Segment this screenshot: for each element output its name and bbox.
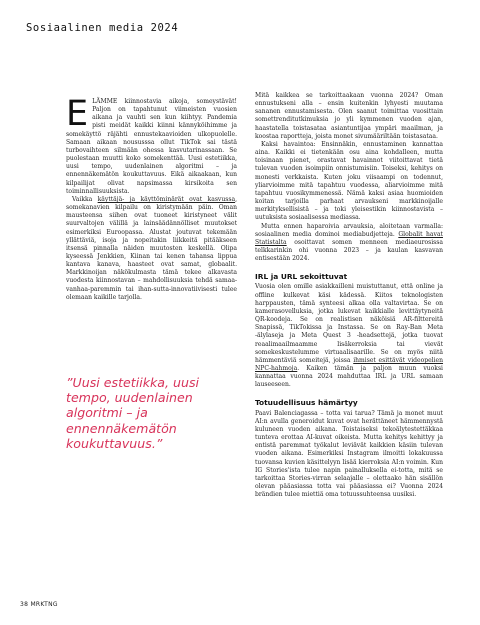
paragraph-forecast: Mitä kaikkea se tarkoittaakaan vuonna 2024? Oman ennustukseni alla – ensin kuitenkin lyhyesti muutama sananen ennustamisesta. Olen saanut toimittaa vuosittain somettrenditutkimuksia jo yli kymmenen vuoden ajan, haastatella toistasataa asiantuntijaa ympäri maailman, ja koostaa raportteja, joista monet sivumääriltään toistasataa. <box>255 92 443 140</box>
subheading-irl-url: IRL ja URL sekoittuvat <box>255 272 348 282</box>
section-title: Sosiaalinen media 2024 <box>26 22 179 34</box>
paragraph-budgets <box>255 223 443 264</box>
paragraph-budgets-rest: osoittavat somen menneen mediaeurosissa telkkarinkin ohi vuonna 2023 – ja kaulan kasvavan entisestään 2024. <box>255 238 443 263</box>
drop-cap: E <box>66 94 89 134</box>
paragraph-2-start: Vaikka <box>72 195 98 203</box>
paragraph-irl-rest: . Kaiken tämän ja paljon muun vuoksi kannattaa vuonna 2024 mahduttaa IRL ja URL samaan lauseeseen. <box>255 365 443 389</box>
intro-text: LÄMME kiinnostavia aikoja, someystävät! Paljon on tapahtunut viimeisten vuosien aikana ja vauhti sen kun kiihtyy. Pandemia pisti meidät kaikki kiinni kännyköihimme ja somekäyttö räjähti ennustekaavioiden ulkopuolelle. Samaan aikaan noususssa ollut TikTok sai tästä turbovaihteen silmään ohessa kasvutarinassaan. Se puolestaan muutti koko somekenttää. Uusi estetiikka, uusi tempo, uudenlainen algoritmi – ja ennennäkemätön koukuttavuus. Eikä aikaakaan, kun kilpailijat olivat napsimassa kirsikoita sen toiminnallisuuksista. <box>66 98 237 195</box>
pull-quote: ”Uusi estetiikka, uusi tempo, uudenlainen algoritmi – ja ennennäkemätön koukuttavuus.” <box>66 375 200 451</box>
paragraph-irl-start: Vuosia olen omille asiakkailleni muistuttanut, että online ja offline kulkevat käsi kädessä. Kiitos teknologisten harppausten, tämä synteesi alkaa olla valtavirtaa. Se on kamerasovelluksia, jotka lukevat kaikkialle levittäytyneitä QR-koodeja. Se on realistisen näköisiä AR-filttereitä Snapissä, TikTokissa ja Instassa. Se on Ray-Ban Meta -älylaseja ja Meta Quest 3 -headsettejä, jotka tuovat reaalimaailmaamme lisäkerroksia tai vievät somekeskustelumme virtuaalisaarille. Se on myös niitä hämmentäviä someitejä, joissa <box>255 283 443 364</box>
page-number: 38 MRKTNG <box>20 601 58 608</box>
article-column-left <box>66 94 237 302</box>
paragraph-truth: Paavi Balenciagassa – totta vai tarua? Tämä ja monet muut AI:n avulla generoidut kuvat ovat herättäneet hämmennystä kuluneen vuoden aikana. Toistaiseksi tekoälytestettäkkaa tunteva erottaa AI-kuvat oikeista. Mutta kehitys kehittyy ja entistä paremmat työkalut leviävät kaikkien käsiin tulevan vuoden aikana. Esimerkiksi Instagram ilmoitti lokakuussa tuovansa kuvien käsittelyyn lisää kierroksia AI:n voimin. Kun IG Stories'ista tulee napin painalluksella ei-totta, mitä se tarkoittaa Stories-virran selaajalle – olettaako hän sisällön olevan pääasiassa totta vai pääasiassa ei? Vuonna 2024 brändien tulee miettiä oma totuussuhteensa uusiksi. <box>255 409 443 499</box>
paragraph-irl-url <box>255 283 443 389</box>
inline-link-usage[interactable]: käyttäjä- ja käyttöminärät ovat kasvussa <box>97 195 236 203</box>
inline-link-npc[interactable]: ihmiset esittävät videopelien NPC-hahmoja <box>255 356 444 372</box>
paragraph-intro <box>66 94 237 196</box>
article-column-right <box>255 92 443 499</box>
paragraph-observations: Kaksi havaintoa: Ensinnäkin, ennustaminen kannattaa aina. Kaikki ei tietenkään osu aina kohdalleen, mutta toisinaan pienet, orastavat havainnot viitoittavat tietä tulevan vuoden isoimpiin onnistumisiin. Toiseksi, kehitys on monesti verkkaista. Kuten joku viisaampi on todennut, yliarvioimme mitä tapahtuu vuodessa, aliarvioimme mitä tapahtuu vuosikymmenessä. Nämä kaksi asiaa huomioiden koitan tarjoilla parhaat arvaukseni markkinoijalle merkityksellisistä – ja toki yleisestikin kiinnostavista – uutuksista sosiaalisessa mediassa. <box>255 140 443 222</box>
inline-link-statista[interactable]: Globalit havat Statistalta <box>255 230 443 246</box>
paragraph-2 <box>66 196 237 302</box>
subheading-truth: Totuudellisuus hämärtyy <box>255 398 358 408</box>
paragraph-2-rest: , somekanavien kilpailu on kiristymään päin. Oman mausteensa siihen ovat tuoneet kiristyneet välit suurvaltojen välillä ja lainsäädännölliset muutokset esimerkiksi Euroopassa. Alustat joutuvat tekemään yllättäviä, isoja ja nopeitakin liikkeitä pitääkseen itsensä pinnalla näiden muutosten keskellä. Olipa kyseessä Jenkkien, Kiinan tai kenen tahansa lippua kantava kanava, haasteet ovat samat, globaalit. Markkinoijan näkökulmasta tämä tekee alkavasta vuodesta kiinnostavan – mahdollisuuksia tehdä samaa-vanhaa-paremmin tai ihan-sutta-innovatiivisesti tulee olemaan kaikille tarjolla. <box>66 195 237 301</box>
paragraph-budgets-start: Mutta ennen haparoivia arvauksia, aloitetaan varmalla: sosiaalinen media dominoi mediabudjetteja. <box>255 222 443 238</box>
